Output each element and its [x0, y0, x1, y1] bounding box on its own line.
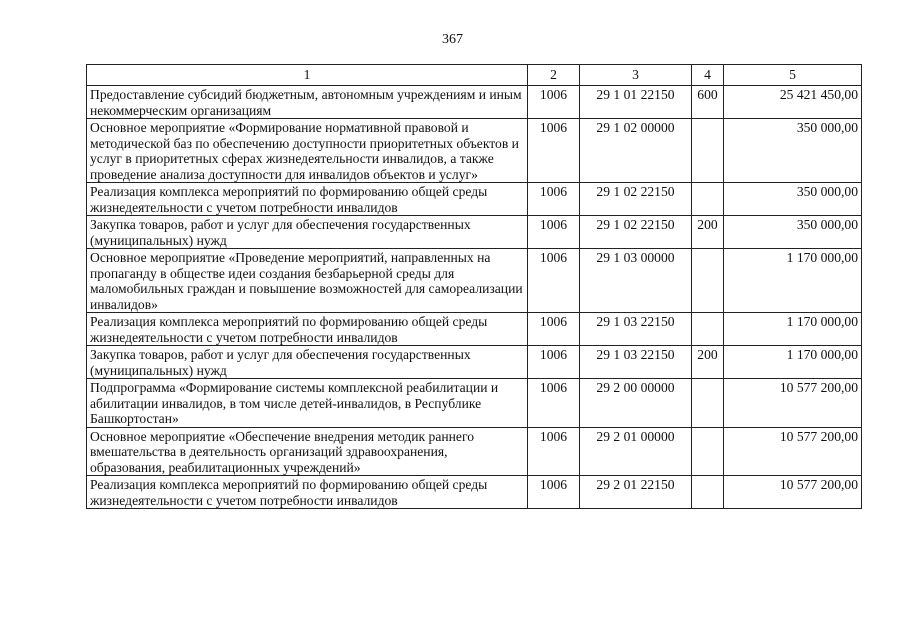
row-target-article: 29 1 03 00000 [580, 249, 692, 313]
table-row [87, 313, 862, 346]
row-amount: 1 170 000,00 [724, 346, 862, 379]
row-expense-type [692, 119, 724, 183]
page-number: 367 [442, 32, 463, 47]
row-target-article: 29 2 00 00000 [580, 379, 692, 428]
column-header-name: 1 [87, 65, 528, 86]
table-row [87, 216, 862, 249]
row-target-article: 29 1 02 22150 [580, 183, 692, 216]
row-name: Основное мероприятие «Формирование нормативной правовой и методической баз по обеспечению доступности приоритетных объектов и услуг в приоритетных сферах жизнедеятельности инвалидов, а также проведение анализа доступности для инвалидов объектов и услуг» [87, 119, 528, 183]
row-section: 1006 [528, 313, 580, 346]
row-expense-type: 200 [692, 346, 724, 379]
table-row [87, 86, 862, 119]
row-name: Закупка товаров, работ и услуг для обеспечения государственных (муниципальных) нужд [87, 346, 528, 379]
table-row [87, 183, 862, 216]
row-section: 1006 [528, 183, 580, 216]
row-section: 1006 [528, 119, 580, 183]
row-name: Предоставление субсидий бюджетным, автономным учреждениям и иным некоммерческим организациям [87, 86, 528, 119]
row-amount: 10 577 200,00 [724, 379, 862, 428]
column-header-section: 2 [528, 65, 580, 86]
row-section: 1006 [528, 216, 580, 249]
table-row [87, 476, 862, 509]
row-section: 1006 [528, 86, 580, 119]
column-header-expense-type: 4 [692, 65, 724, 86]
row-expense-type [692, 183, 724, 216]
row-amount: 1 170 000,00 [724, 313, 862, 346]
row-amount: 10 577 200,00 [724, 476, 862, 509]
row-amount: 350 000,00 [724, 119, 862, 183]
row-amount: 25 421 450,00 [724, 86, 862, 119]
row-section: 1006 [528, 476, 580, 509]
row-expense-type [692, 379, 724, 428]
row-name: Основное мероприятие «Проведение мероприятий, направленных на пропаганду в обществе идеи создания безбарьерной среды для маломобильных граждан и повышение возможностей для самореализации инвалидов» [87, 249, 528, 313]
column-header-target-article: 3 [580, 65, 692, 86]
row-name: Закупка товаров, работ и услуг для обеспечения государственных (муниципальных) нужд [87, 216, 528, 249]
row-section: 1006 [528, 427, 580, 476]
table-row [87, 249, 862, 313]
row-section: 1006 [528, 249, 580, 313]
row-target-article: 29 2 01 00000 [580, 427, 692, 476]
row-expense-type: 600 [692, 86, 724, 119]
row-expense-type [692, 313, 724, 346]
row-target-article: 29 2 01 22150 [580, 476, 692, 509]
row-amount: 350 000,00 [724, 183, 862, 216]
row-expense-type [692, 427, 724, 476]
row-amount: 1 170 000,00 [724, 249, 862, 313]
row-amount: 10 577 200,00 [724, 427, 862, 476]
row-name: Реализация комплекса мероприятий по формированию общей среды жизнедеятельности с учетом потребности инвалидов [87, 476, 528, 509]
table-row [87, 379, 862, 428]
row-amount: 350 000,00 [724, 216, 862, 249]
row-target-article: 29 1 03 22150 [580, 346, 692, 379]
row-name: Реализация комплекса мероприятий по формированию общей среды жизнедеятельности с учетом потребности инвалидов [87, 313, 528, 346]
row-expense-type: 200 [692, 216, 724, 249]
row-expense-type [692, 249, 724, 313]
column-header-amount: 5 [724, 65, 862, 86]
row-name: Подпрограмма «Формирование системы комплексной реабилитации и абилитации инвалидов, в том числе детей-инвалидов, в Республике Башкортостан» [87, 379, 528, 428]
row-target-article: 29 1 02 00000 [580, 119, 692, 183]
budget-table [86, 64, 862, 509]
row-target-article: 29 1 02 22150 [580, 216, 692, 249]
table-body [87, 86, 862, 509]
row-expense-type [692, 476, 724, 509]
row-target-article: 29 1 03 22150 [580, 313, 692, 346]
table-header [87, 65, 862, 86]
header-row [87, 65, 862, 86]
row-target-article: 29 1 01 22150 [580, 86, 692, 119]
table-row [87, 427, 862, 476]
row-section: 1006 [528, 346, 580, 379]
row-name: Реализация комплекса мероприятий по формированию общей среды жизнедеятельности с учетом потребности инвалидов [87, 183, 528, 216]
table-row [87, 346, 862, 379]
row-name: Основное мероприятие «Обеспечение внедрения методик раннего вмешательства в деятельность организаций здравоохранения, образования, реабилитационных учреждений» [87, 427, 528, 476]
table-row [87, 119, 862, 183]
row-section: 1006 [528, 379, 580, 428]
